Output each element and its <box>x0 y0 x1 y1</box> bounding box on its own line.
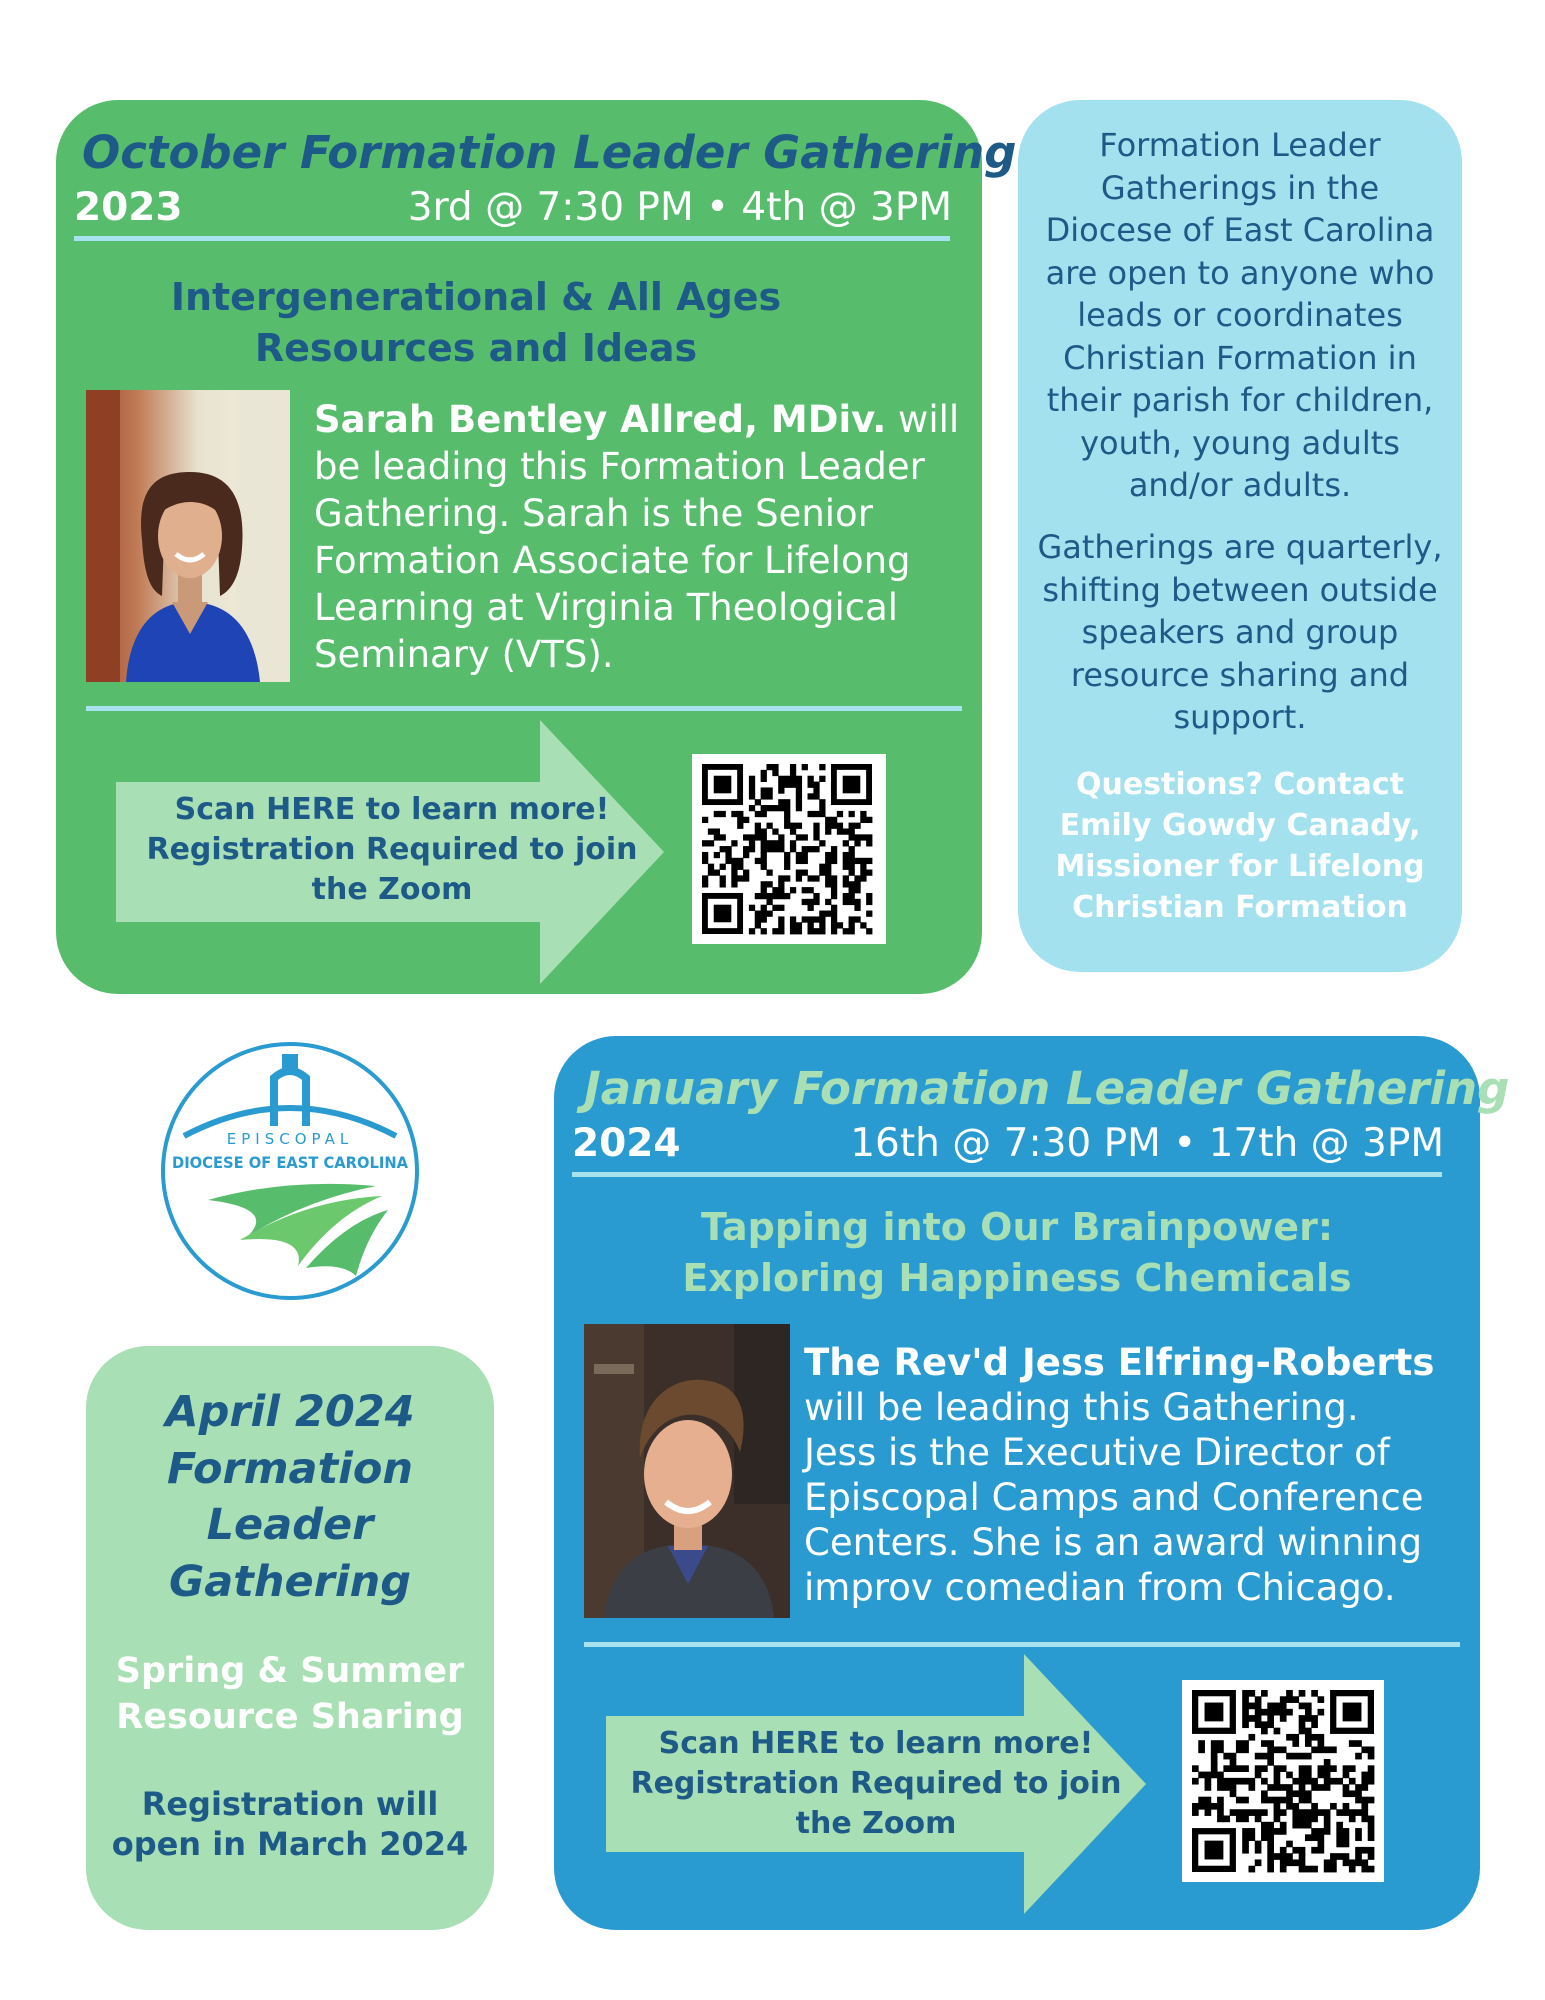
april-title-line: Gathering <box>169 1556 411 1607</box>
january-year: 2024 <box>572 1121 681 1166</box>
january-title: January Formation Leader Gathering <box>584 1062 1510 1115</box>
october-topic <box>56 272 896 374</box>
info-line: Formation Leader <box>1099 126 1381 164</box>
january-header-divider <box>572 1172 1442 1177</box>
january-cta-line1: Scan HERE to learn more! <box>658 1726 1094 1761</box>
logo-main-text: DIOCESE OF EAST CAROLINA <box>172 1153 409 1172</box>
info-line: Gatherings in the <box>1100 168 1380 207</box>
april-title <box>86 1384 494 1610</box>
january-topic-line1: Tapping into Our Brainpower: <box>700 1205 1334 1249</box>
info-contact-line: Emily Gowdy Canady, <box>1059 808 1421 843</box>
january-bio-divider <box>584 1642 1460 1647</box>
info-line: youth, young adults <box>1080 423 1400 462</box>
info-contact-line: Missioner for Lifelong <box>1055 849 1425 884</box>
october-bio-line6: Seminary (VTS). <box>314 633 614 676</box>
info-line: resource sharing and <box>1070 655 1410 694</box>
info-contact-line: Christian Formation <box>1072 890 1408 925</box>
october-cta-line1: Scan HERE to learn more! <box>174 792 610 827</box>
info-line: speakers and group <box>1081 613 1399 651</box>
info-contact-line: Questions? Contact <box>1075 767 1405 802</box>
october-bio-line5: Learning at Virginia Theological <box>314 586 899 629</box>
april-title-line: April 2024 <box>165 1387 415 1437</box>
april-gathering-card <box>86 1346 494 1930</box>
info-line: Gatherings are quarterly, <box>1037 528 1443 566</box>
january-qr-code[interactable] <box>1182 1680 1384 1882</box>
info-card <box>1018 100 1462 972</box>
october-gathering-card <box>56 100 1017 994</box>
portrait-illustration-icon <box>584 1324 790 1618</box>
diocese-logo <box>156 1040 424 1302</box>
info-paragraph-open-to-all <box>1018 124 1462 507</box>
october-cta-line3: the Zoom <box>311 872 473 907</box>
qr-code-icon <box>1182 1680 1384 1882</box>
january-bio-line4: Centers. She is an award winning <box>804 1521 1423 1564</box>
info-line: support. <box>1173 698 1307 736</box>
january-topic-line2: Exploring Happiness Chemicals <box>682 1256 1352 1300</box>
january-bio-line3: Episcopal Camps and Conference <box>804 1476 1424 1519</box>
info-line: their parish for children, <box>1046 381 1434 419</box>
october-times: 3rd @ 7:30 PM • 4th @ 3PM <box>407 185 952 230</box>
info-line: and/or adults. <box>1128 466 1352 504</box>
october-cta-line2: Registration Required to join <box>146 832 638 867</box>
april-reg-line: Registration will <box>141 1785 439 1823</box>
info-paragraph-quarterly <box>1018 526 1462 739</box>
qr-code-icon <box>692 754 886 944</box>
october-header-divider <box>74 236 950 241</box>
january-cta-line2: Registration Required to join <box>630 1766 1122 1801</box>
info-line: shifting between outside <box>1042 570 1438 609</box>
april-subtitle-line: Resource Sharing <box>116 1697 464 1737</box>
october-topic-line1: Intergenerational & All Ages <box>170 275 782 319</box>
april-registration-note <box>86 1784 494 1864</box>
january-speaker-name: The Rev'd Jess Elfring-Roberts <box>804 1341 1435 1384</box>
january-bio-line5: improv comedian from Chicago. <box>804 1566 1396 1609</box>
info-line: leads or coordinates <box>1077 296 1403 334</box>
october-speaker-bio <box>314 396 959 678</box>
october-bio-line4: Formation Associate for Lifelong <box>314 539 911 582</box>
info-line: Christian Formation in <box>1063 338 1417 377</box>
october-qr-code[interactable] <box>692 754 886 944</box>
january-cta <box>606 1724 1146 1844</box>
april-subtitle <box>86 1648 494 1740</box>
january-cta-line3: the Zoom <box>795 1806 957 1841</box>
diocese-seal-icon <box>156 1040 424 1302</box>
october-topic-line2: Resources and Ideas <box>254 326 698 370</box>
october-bio-line2: be leading this Formation Leader <box>314 445 925 488</box>
january-times: 16th @ 7:30 PM • 17th @ 3PM <box>850 1121 1444 1166</box>
january-bio-line2: Jess is the Executive Director of <box>804 1431 1390 1474</box>
april-subtitle-line: Spring & Summer <box>115 1651 465 1691</box>
october-title: October Formation Leader Gathering <box>82 126 1017 179</box>
october-bio-line3: Gathering. Sarah is the Senior <box>314 492 873 535</box>
october-bio-line1: will <box>886 398 960 441</box>
speaker-photo-sarah <box>86 390 290 682</box>
info-line: Diocese of East Carolina <box>1045 211 1435 249</box>
january-gathering-card <box>554 1036 1510 1930</box>
october-speaker-name: Sarah Bentley Allred, MDiv. <box>314 398 887 441</box>
info-contact <box>1018 764 1462 928</box>
january-topic <box>554 1202 1480 1304</box>
january-bio-line1: will be leading this Gathering. <box>804 1386 1359 1429</box>
april-reg-line: open in March 2024 <box>111 1825 469 1863</box>
october-year: 2023 <box>74 185 183 230</box>
portrait-illustration-icon <box>86 390 290 682</box>
april-title-line: Leader <box>206 1500 374 1550</box>
october-bio-divider <box>86 706 962 711</box>
october-cta <box>116 790 668 910</box>
info-line: are open to anyone who <box>1045 253 1435 292</box>
speaker-photo-jess <box>584 1324 790 1618</box>
january-speaker-bio <box>804 1340 1434 1610</box>
logo-top-text: EPISCOPAL <box>226 1130 354 1148</box>
april-title-line: Formation <box>166 1443 414 1494</box>
